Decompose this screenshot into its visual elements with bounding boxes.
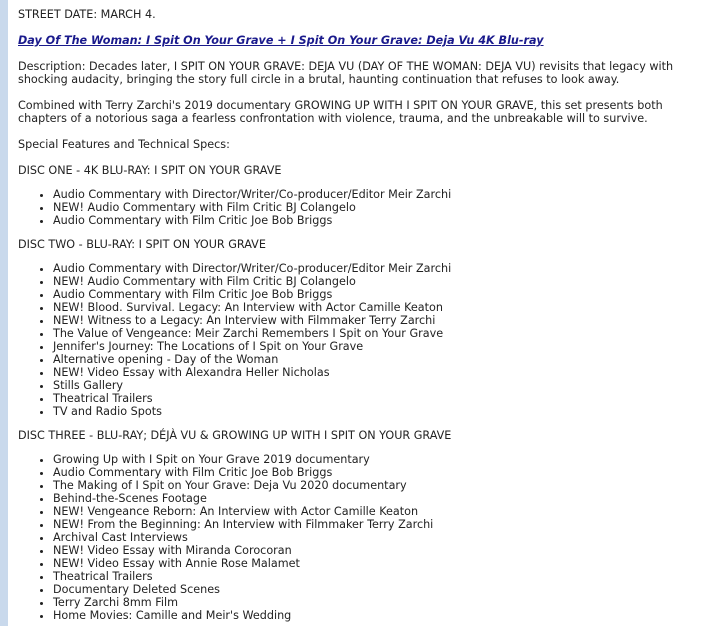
list-item: • Behind-the-Scenes Footage <box>53 492 688 505</box>
disc-three-features-list <box>18 453 688 622</box>
list-item: • TV and Radio Spots <box>53 405 688 418</box>
list-item: • Home Movies: Camille and Meir's Wedding <box>53 609 688 622</box>
title-paragraph <box>18 34 688 47</box>
list-item: • Archival Cast Interviews <box>53 531 688 544</box>
list-item: • NEW! Video Essay with Annie Rose Malamet <box>53 557 688 570</box>
list-item: • Alternative opening - Day of the Woman <box>53 353 688 366</box>
left-sidebar-bar <box>0 0 8 626</box>
street-date: STREET DATE: MARCH 4. <box>18 8 156 21</box>
disc-two-features-list <box>18 262 688 418</box>
list-item: • Theatrical Trailers <box>53 392 688 405</box>
title-link[interactable]: Day Of The Woman: I Spit On Your Grave + I Spit On Your Grave: Deja Vu 4K Blu-ray <box>18 34 544 47</box>
list-item: • Jennifer's Journey: The Locations of I Spit on Your Grave <box>53 340 688 353</box>
list-item: • The Making of I Spit on Your Grave: Deja Vu 2020 documentary <box>53 479 688 492</box>
list-item: • Audio Commentary with Director/Writer/Co-producer/Editor Meir Zarchi <box>53 188 688 201</box>
list-item: • Theatrical Trailers <box>53 570 688 583</box>
article-content <box>18 8 688 626</box>
list-item: • NEW! Vengeance Reborn: An Interview with Actor Camille Keaton <box>53 505 688 518</box>
list-item: • NEW! Blood. Survival. Legacy: An Interview with Actor Camille Keaton <box>53 301 688 314</box>
disc-three-heading: DISC THREE - BLU-RAY; DÉJÀ VU & GROWING UP WITH I SPIT ON YOUR GRAVE <box>18 429 452 442</box>
list-item: • Documentary Deleted Scenes <box>53 583 688 596</box>
list-item: • NEW! Video Essay with Alexandra Heller Nicholas <box>53 366 688 379</box>
list-item: • Audio Commentary with Film Critic Joe Bob Briggs <box>53 214 688 227</box>
list-item: • NEW! Audio Commentary with Film Critic BJ Colangelo <box>53 201 688 214</box>
disc-one-heading: DISC ONE - 4K BLU-RAY: I SPIT ON YOUR GRAVE <box>18 164 282 177</box>
list-item: • Audio Commentary with Film Critic Joe Bob Briggs <box>53 288 688 301</box>
list-item: • Stills Gallery <box>53 379 688 392</box>
disc-two-heading: DISC TWO - BLU-RAY: I SPIT ON YOUR GRAVE <box>18 238 266 251</box>
list-item: • NEW! From the Beginning: An Interview with Filmmaker Terry Zarchi <box>53 518 688 531</box>
list-item: • NEW! Video Essay with Miranda Corocoran <box>53 544 688 557</box>
list-item: • NEW! Audio Commentary with Film Critic BJ Colangelo <box>53 275 688 288</box>
description-paragraph: Description: Decades later, I SPIT ON YOUR GRAVE: DEJA VU (DAY OF THE WOMAN: DEJA VU) revisits that legacy with shocking audacity, bringing the story full circle in a brutal, haunting continuation that refuses to look away. <box>18 60 674 86</box>
specs-heading: Special Features and Technical Specs: <box>18 138 230 151</box>
list-item: • The Value of Vengeance: Meir Zarchi Remembers I Spit on Your Grave <box>53 327 688 340</box>
list-item: • NEW! Witness to a Legacy: An Interview with Filmmaker Terry Zarchi <box>53 314 688 327</box>
list-item: • Audio Commentary with Director/Writer/Co-producer/Editor Meir Zarchi <box>53 262 688 275</box>
disc-one-features-list <box>18 188 688 227</box>
list-item: • Growing Up with I Spit on Your Grave 2019 documentary <box>53 453 688 466</box>
list-item: • Terry Zarchi 8mm Film <box>53 596 688 609</box>
list-item: • Audio Commentary with Film Critic Joe Bob Briggs <box>53 466 688 479</box>
combined-paragraph: Combined with Terry Zarchi's 2019 documentary GROWING UP WITH I SPIT ON YOUR GRAVE, this set presents both chapters of a notorious saga a fearless confrontation with violence, trauma, and the unbreakable will to survive. <box>18 99 663 125</box>
